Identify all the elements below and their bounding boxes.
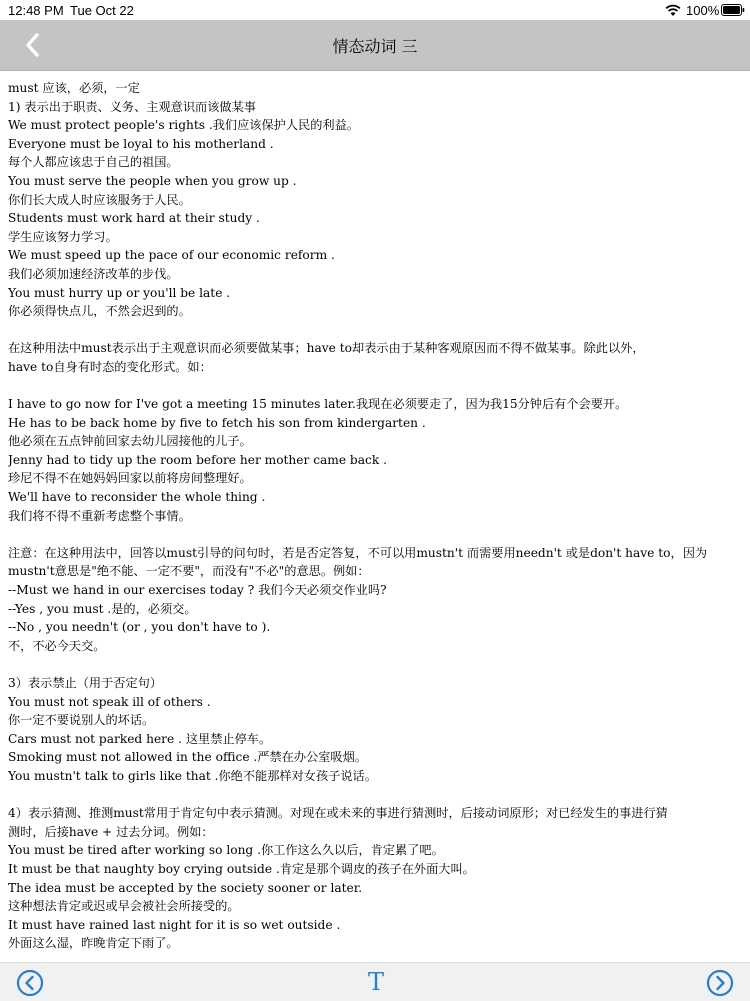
content-line: 在这种用法中must表示出于主观意识而必须要做某事；have to却表示由于某种客观原因而不得不做某事。除此以外， — [8, 341, 645, 356]
blank-line — [8, 525, 742, 544]
content-line: mustn't意思是"绝不能、一定不要"，而没有"不必"的意思。例如： — [8, 564, 370, 579]
content-line: You must hurry up or you'll be late . — [8, 285, 231, 300]
content-line: 我们将不得不重新考虑整个事情。 — [8, 508, 191, 523]
navigation-bar — [0, 20, 750, 71]
circle-chevron-left-icon — [18, 971, 42, 995]
content-line: Smoking must not allowed in the office .严禁在办公室吸烟。 — [8, 750, 367, 765]
text-size-button[interactable]: T — [367, 968, 384, 996]
blank-line — [8, 655, 742, 674]
content-line: 你们长大成人时应该服务于人民。 — [8, 192, 191, 207]
next-page-button[interactable] — [706, 969, 734, 997]
content-line: We'll have to reconsider the whole thing . — [8, 490, 266, 505]
content-line: 你一定不要说别人的坏话。 — [8, 713, 155, 728]
content-line: It must be that naughty boy crying outside .肯定是那个调皮的孩子在外面大叫。 — [8, 861, 475, 876]
content-line: We must speed up the pace of our economic reform . — [8, 248, 335, 263]
content-line: You mustn't talk to girls like that .你绝不能那样对女孩子说话。 — [8, 768, 377, 783]
content-line: 外面这么湿，昨晚肯定下雨了。 — [8, 936, 179, 951]
wifi-icon — [665, 3, 681, 17]
content-line: 学生应该努力学习。 — [8, 229, 118, 244]
content-line: 4）表示猜测、推测must常用于肯定句中表示猜测。对现在或未来的事进行猜测时，后接动词原形；对已经发生的事进行猜 — [8, 806, 668, 821]
content-line: The idea must be accepted by the society sooner or later. — [8, 880, 363, 895]
battery-icon — [721, 4, 745, 16]
page-title: 情态动词 三 — [332, 37, 418, 56]
content-line: Students must work hard at their study . — [8, 211, 260, 226]
content-line: --No , you needn't (or , you don't have to ). — [8, 620, 271, 635]
content-line: must 应该，必须，一定 — [8, 81, 140, 95]
content-line: 这种想法肯定或迟或早会被社会所接受的。 — [8, 899, 240, 914]
content-line: --Must we hand in our exercises today ? 我们今天必须交作业吗? — [8, 583, 387, 598]
content-line: 珍尼不得不在她妈妈回家以前将房间整理好。 — [8, 471, 252, 486]
content-line: --Yes , you must .是的，必须交。 — [8, 601, 197, 616]
blank-line — [8, 321, 742, 340]
battery-percentage: 100% — [686, 3, 720, 18]
content-line: You must not speak ill of others . — [8, 694, 211, 709]
status-date: Tue Oct 22 — [70, 3, 134, 18]
content-line: 不，不必今天交。 — [8, 638, 106, 653]
previous-page-button[interactable] — [16, 969, 44, 997]
content-line: It must have rained last night for it is so wet outside . — [8, 917, 341, 932]
content-line: 3）表示禁止（用于否定句） — [8, 676, 163, 690]
lesson-content — [8, 79, 742, 962]
content-line: 1) 表示出于职责、义务、主观意识而该做某事 — [8, 99, 256, 114]
content-line: I have to go now for I've got a meeting 15 minutes later.我现在必须要走了，因为我15分钟后有个会要开。 — [8, 397, 628, 412]
content-line: Everyone must be loyal to his motherland . — [8, 136, 274, 151]
content-line: You must serve the people when you grow up . — [8, 173, 297, 188]
blank-line — [8, 377, 742, 396]
content-line: 他必须在五点钟前回家去幼儿园接他的儿子。 — [8, 434, 252, 449]
status-bar — [0, 0, 750, 20]
content-line: 你必须得快点儿，不然会迟到的。 — [8, 304, 191, 319]
content-line: have to自身有时态的变化形式。如： — [8, 359, 212, 374]
content-line: 测时，后接have + 过去分词。例如： — [8, 824, 214, 839]
status-time: 12:48 PM — [8, 3, 64, 18]
content-line: 注意：在这种用法中，回答以must引导的问句时，若是否定答复，不可以用mustn't 而需要用needn't 或是don't have to，因为 — [8, 545, 708, 560]
content-line: Jenny had to tidy up the room before her mother came back . — [8, 452, 387, 467]
content-line: 每个人都应该忠于自己的祖国。 — [8, 155, 179, 170]
content-line: You must be tired after working so long .你工作这么久以后，肯定累了吧。 — [8, 843, 444, 858]
circle-chevron-right-icon — [708, 971, 732, 995]
content-line: Cars must not parked here . 这里禁止停车。 — [8, 731, 272, 746]
bottom-toolbar — [0, 962, 750, 1001]
content-line: We must protect people's rights .我们应该保护人民的利益。 — [8, 118, 359, 133]
content-line: 我们必须加速经济改革的步伐。 — [8, 266, 179, 281]
blank-line — [8, 786, 742, 805]
content-line: He has to be back home by five to fetch his son from kindergarten . — [8, 415, 426, 430]
